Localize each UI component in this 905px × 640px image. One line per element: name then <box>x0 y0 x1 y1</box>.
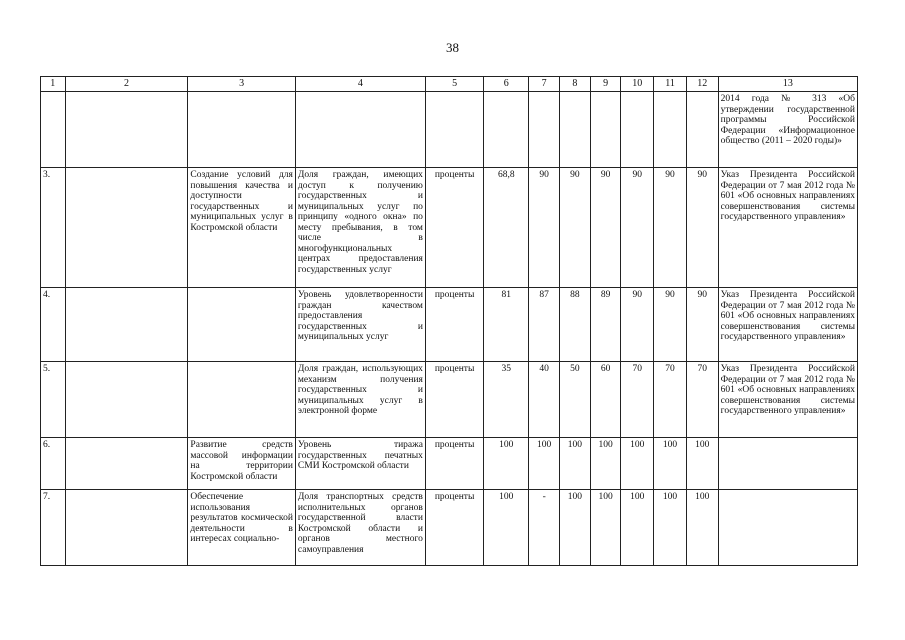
header-cell: 13 <box>718 77 857 92</box>
page-number: 38 <box>446 40 459 55</box>
cell-value: 90 <box>621 168 654 288</box>
cell-value: 87 <box>529 288 560 362</box>
cell-value: 100 <box>654 490 687 566</box>
cell-value: 40 <box>529 362 560 438</box>
header-cell: 5 <box>425 77 483 92</box>
cell-value: 90 <box>654 288 687 362</box>
cell-value: 70 <box>621 362 654 438</box>
cell-col2 <box>65 92 188 168</box>
header-cell: 10 <box>621 77 654 92</box>
cell-value: 100 <box>590 438 621 490</box>
cell-value: - <box>529 490 560 566</box>
cell-goal <box>188 288 296 362</box>
cell-value: 90 <box>686 168 718 288</box>
header-cell: 1 <box>41 77 66 92</box>
cell-value <box>621 92 654 168</box>
cell-value: 81 <box>484 288 529 362</box>
cell-value: 100 <box>529 438 560 490</box>
cell-indicator: Уровень удовлетворенности граждан качеством предоставления государственных и муниципальных услуг <box>295 288 425 362</box>
table-row <box>41 288 858 362</box>
cell-value <box>529 92 560 168</box>
cell-value: 35 <box>484 362 529 438</box>
cell-goal <box>188 92 296 168</box>
cell-value <box>654 92 687 168</box>
indicators-table <box>40 76 858 566</box>
cell-unit: проценты <box>425 362 483 438</box>
cell-value: 89 <box>590 288 621 362</box>
cell-value: 60 <box>590 362 621 438</box>
cell-value: 50 <box>560 362 591 438</box>
row-number: 7. <box>41 490 66 566</box>
cell-value: 90 <box>529 168 560 288</box>
cell-value: 100 <box>484 490 529 566</box>
cell-col2 <box>65 288 188 362</box>
cell-col2 <box>65 490 188 566</box>
cell-col2 <box>65 362 188 438</box>
cell-col2 <box>65 438 188 490</box>
cell-unit <box>425 92 483 168</box>
table-row <box>41 168 858 288</box>
cell-value <box>484 92 529 168</box>
cell-value: 100 <box>621 490 654 566</box>
cell-value: 100 <box>484 438 529 490</box>
header-cell: 6 <box>484 77 529 92</box>
header-cell: 12 <box>686 77 718 92</box>
cell-value: 100 <box>560 438 591 490</box>
cell-goal: Обеспечение использования результатов космической деятельности в интересах социально- <box>188 490 296 566</box>
cell-basis <box>718 490 857 566</box>
header-cell: 4 <box>295 77 425 92</box>
table-row <box>41 438 858 490</box>
table-row <box>41 490 858 566</box>
row-number <box>41 92 66 168</box>
cell-value <box>686 92 718 168</box>
cell-value: 90 <box>654 168 687 288</box>
row-number: 6. <box>41 438 66 490</box>
cell-basis: Указ Президента Российской Федерации от 7 мая 2012 года № 601 «Об основных направлениях совершенствования системы государственного управления» <box>718 362 857 438</box>
cell-indicator: Доля граждан, имеющих доступ к получению государственных и муниципальных услуг по принципу «одного окна» по месту пребывания, в том числе в многофункциональных центрах предоставления государственных услуг <box>295 168 425 288</box>
header-cell: 8 <box>560 77 591 92</box>
cell-indicator <box>295 92 425 168</box>
cell-basis: Указ Президента Российской Федерации от 7 мая 2012 года № 601 «Об основных направлениях совершенствования системы государственного управления» <box>718 168 857 288</box>
row-number: 3. <box>41 168 66 288</box>
cell-unit: проценты <box>425 490 483 566</box>
cell-indicator: Доля граждан, использующих механизм получения государственных и муниципальных услуг в электронной форме <box>295 362 425 438</box>
cell-value: 90 <box>590 168 621 288</box>
cell-basis: 2014 года № 313 «Об утверждении государственной программы Российской Федерации «Информационное общество (2011 – 2020 годы)» <box>718 92 857 168</box>
cell-value: 90 <box>560 168 591 288</box>
cell-value: 88 <box>560 288 591 362</box>
row-number: 5. <box>41 362 66 438</box>
cell-value <box>560 92 591 168</box>
cell-goal: Развитие средств массовой информации на территории Костромской области <box>188 438 296 490</box>
cell-value: 100 <box>686 490 718 566</box>
header-cell: 3 <box>188 77 296 92</box>
cell-basis <box>718 438 857 490</box>
cell-unit: проценты <box>425 288 483 362</box>
cell-value: 90 <box>686 288 718 362</box>
cell-value: 100 <box>560 490 591 566</box>
cell-unit: проценты <box>425 438 483 490</box>
cell-goal: Создание условий для повышения качества и доступности государственных и муниципальных услуг в Костромской области <box>188 168 296 288</box>
cell-goal <box>188 362 296 438</box>
cell-indicator: Уровень тиража государственных печатных СМИ Костромской области <box>295 438 425 490</box>
row-number: 4. <box>41 288 66 362</box>
cell-col2 <box>65 168 188 288</box>
cell-value <box>590 92 621 168</box>
cell-value: 100 <box>686 438 718 490</box>
cell-basis: Указ Президента Российской Федерации от 7 мая 2012 года № 601 «Об основных направлениях совершенствования системы государственного управления» <box>718 288 857 362</box>
cell-value: 90 <box>621 288 654 362</box>
header-cell: 7 <box>529 77 560 92</box>
cell-value: 100 <box>621 438 654 490</box>
cell-value: 68,8 <box>484 168 529 288</box>
cell-indicator: Доля транспортных средств исполнительных органов государственной власти Костромской области и органов местного самоуправления <box>295 490 425 566</box>
table-row <box>41 92 858 168</box>
header-row <box>41 77 858 92</box>
header-cell: 2 <box>65 77 188 92</box>
cell-value: 100 <box>590 490 621 566</box>
cell-value: 70 <box>654 362 687 438</box>
cell-value: 70 <box>686 362 718 438</box>
header-cell: 9 <box>590 77 621 92</box>
header-cell: 11 <box>654 77 687 92</box>
table-row <box>41 362 858 438</box>
cell-value: 100 <box>654 438 687 490</box>
cell-unit: проценты <box>425 168 483 288</box>
